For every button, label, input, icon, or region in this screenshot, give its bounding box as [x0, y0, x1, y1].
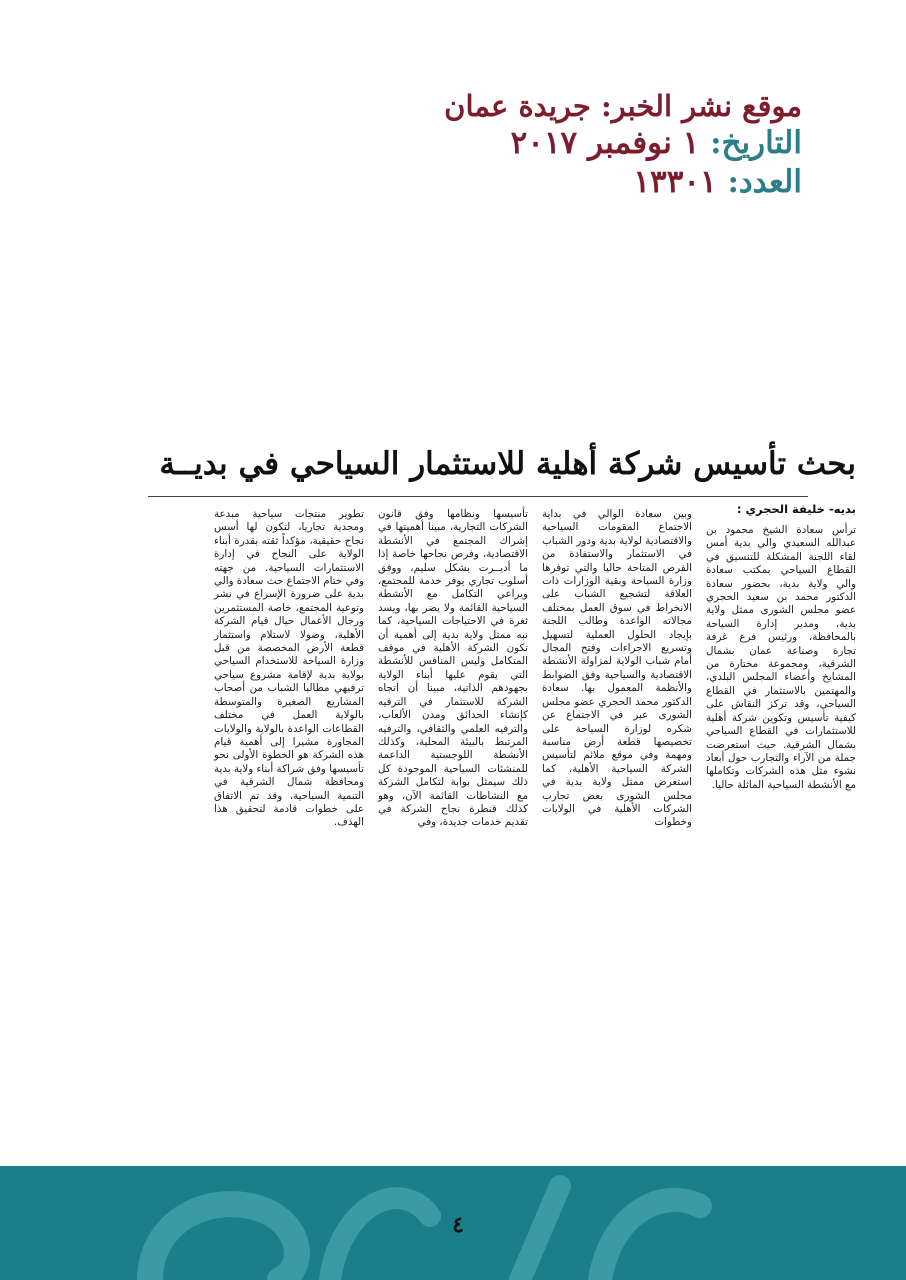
headline-divider — [148, 496, 808, 497]
issue-label: العدد: — [727, 164, 802, 200]
article-column-3: تأسيسها ونظامها وفق قانون الشركات التجارية، مبينا أهميتها في إشراك المجتمع في الأنشطة الاقتصادية، وفرص نجاحها خاصة إذا ما أديــرت بشكل سليم، ووفق أسلوب تجاري يوفر خدمة للمجتمع، ويراعي التكامل مع الأنشطة السياحية القائمة ولا يضر بها، ويسد ثغرة في الاحتياجات السياحية، كما نبه ممثل ولاية بدية إلى أهمية أن تكون الشركة الأهلية في موقف المتكامل وليس المنافس للأنشطة التي يقوم عليها أبناء الولاية بجهودهم الذاتية، مبينا أن اتجاه الشركة للاستثمار في الترفيه كإنشاء الحدائق ومدن الألعاب، والترفيه العلمي والثقافي، والترفيه المرتبط بالبيئة المحلية، وكذلك الأنشطة اللوجستية الداعمة للمنشئات السياحية الموجودة كل ذلك سيمثل بوابة لتكامل الشركة مع النشاطات القائمة الآن، وهو كذلك قنطرة نجاح الشركة في تقديم خدمات جديدة، وفي — [378, 508, 528, 829]
date-label: التاريخ: — [710, 125, 802, 162]
page-number: ٤ — [452, 1212, 464, 1238]
publication-metadata — [402, 88, 802, 202]
date-line — [402, 124, 802, 163]
article-column-4: تطوير منتجات سياحية مبدعة ومجدية تجاريا، لتكون لها أسس نجاح حقيقية، مؤكداً ثقته بقدرة أبناء الولاية على النجاح في إدارة الاستثمارات السياحية. من جهته وفي ختام الاجتماع حث سعادة والي بدية على ضرورة الإسراع في نشر وتوعية المجتمع، خاصة المستثمرين ورجال الأعمال حيال قيام الشركة الأهلية، وصولا لاستلام واستثمار قطعة الأرض المخصصة من قبل وزارة السياحة للاستخدام السياحي بولاية بدية لإقامة مشروع سياحي ترفيهي مطالبا الشباب من أصحاب المشاريع الصغيرة والمتوسطة بالولاية العمل في مختلف القطاعات الواعدة بالولاية والولايات المجاورة مشيرا إلى أهمية قيام هذه الشركة هو الخطوة الأولى نحو تأسيسها وفق شراكة أبناء ولاية بدية ومحافظة شمال الشرقية في التنمية السياحية، وقد تم الاتفاق على خطوات قادمة لتحقيق هذا الهدف. — [213, 508, 364, 829]
source-line — [402, 88, 802, 124]
source-label: موقع نشر الخبر: — [600, 89, 802, 123]
article-column-2: وبين سعادة الوالي في بداية الاجتماع المقومات السياحية والاقتصادية لولاية بدية ودور الشباب في الاستثمار والاستفادة من الفرص المتاحة حاليا والتي توفرها وزارة السياحة وبقية الوزارات ذات العلاقة لتشجيع الشباب على الانخراط في سوق العمل بمختلف مجالاته الواعدة وطالب اللجنة بإيجاد الحلول العملية لتسهيل وتسريع الاجراءات وفتح المجال أمام شباب الولاية لمزاولة الأنشطة الاقتصادية والسياحية وفق الضوابط والأنظمة المعمول بها. سعادة الدكتور محمد الحجري عضو مجلس الشورى عبر في الاجتماع عن شكره لوزارة السياحة على تخصيصها قطعة أرض مناسبة ومهمة وفي موقع ملائم لتأسيس الشركة السياحية الأهلية، كما استعرض ممثل ولاية بدية في مجلس الشورى بعض تجارب الشركات الأهلية في الولايات وخطوات — [542, 508, 692, 829]
article-headline: بحث تأسيس شركة أهلية للاستثمار السياحي في بديــة — [159, 446, 856, 482]
issue-line — [402, 163, 802, 202]
source-value: جريدة عمان — [444, 89, 591, 123]
issue-value: ١٣٣٠١ — [633, 164, 717, 200]
article-byline: بديه- خليفة الحجري : — [736, 502, 856, 516]
date-value: ١ نوفمبر ٢٠١٧ — [510, 125, 700, 162]
article-column-1: ترأس سعادة الشيخ محمود بن عبدالله السعيدي والي بدية أمس لقاء اللجنة المشكلة للتنسيق في القطاع السياحي بمكتب سعادة والي ولاية بدية، بحضور سعادة الدكتور محمد بن سعيد الحجري عضو مجلس الشورى ممثل ولاية بدية، ومدير إدارة السياحة بالمحافظة، ورئيس فرع غرفة تجارة وصناعة عمان بشمال الشرقية، ومجموعة مختارة من المشايخ وأعضاء المجلس البلدي، والمهتمين بالاستثمار في القطاع السياحي، وقد تركز النقاش على كيفية تأسيس وتكوين شركة أهلية للاستثمارات في القطاع السياحي بشمال الشرقية. حيث استعرضت جملة من الآراء والتجارب حول أبعاد نشوء مثل هذه الشركات وتكاملها مع الأنشطة السياحية الماثلة حاليا. — [706, 524, 856, 791]
